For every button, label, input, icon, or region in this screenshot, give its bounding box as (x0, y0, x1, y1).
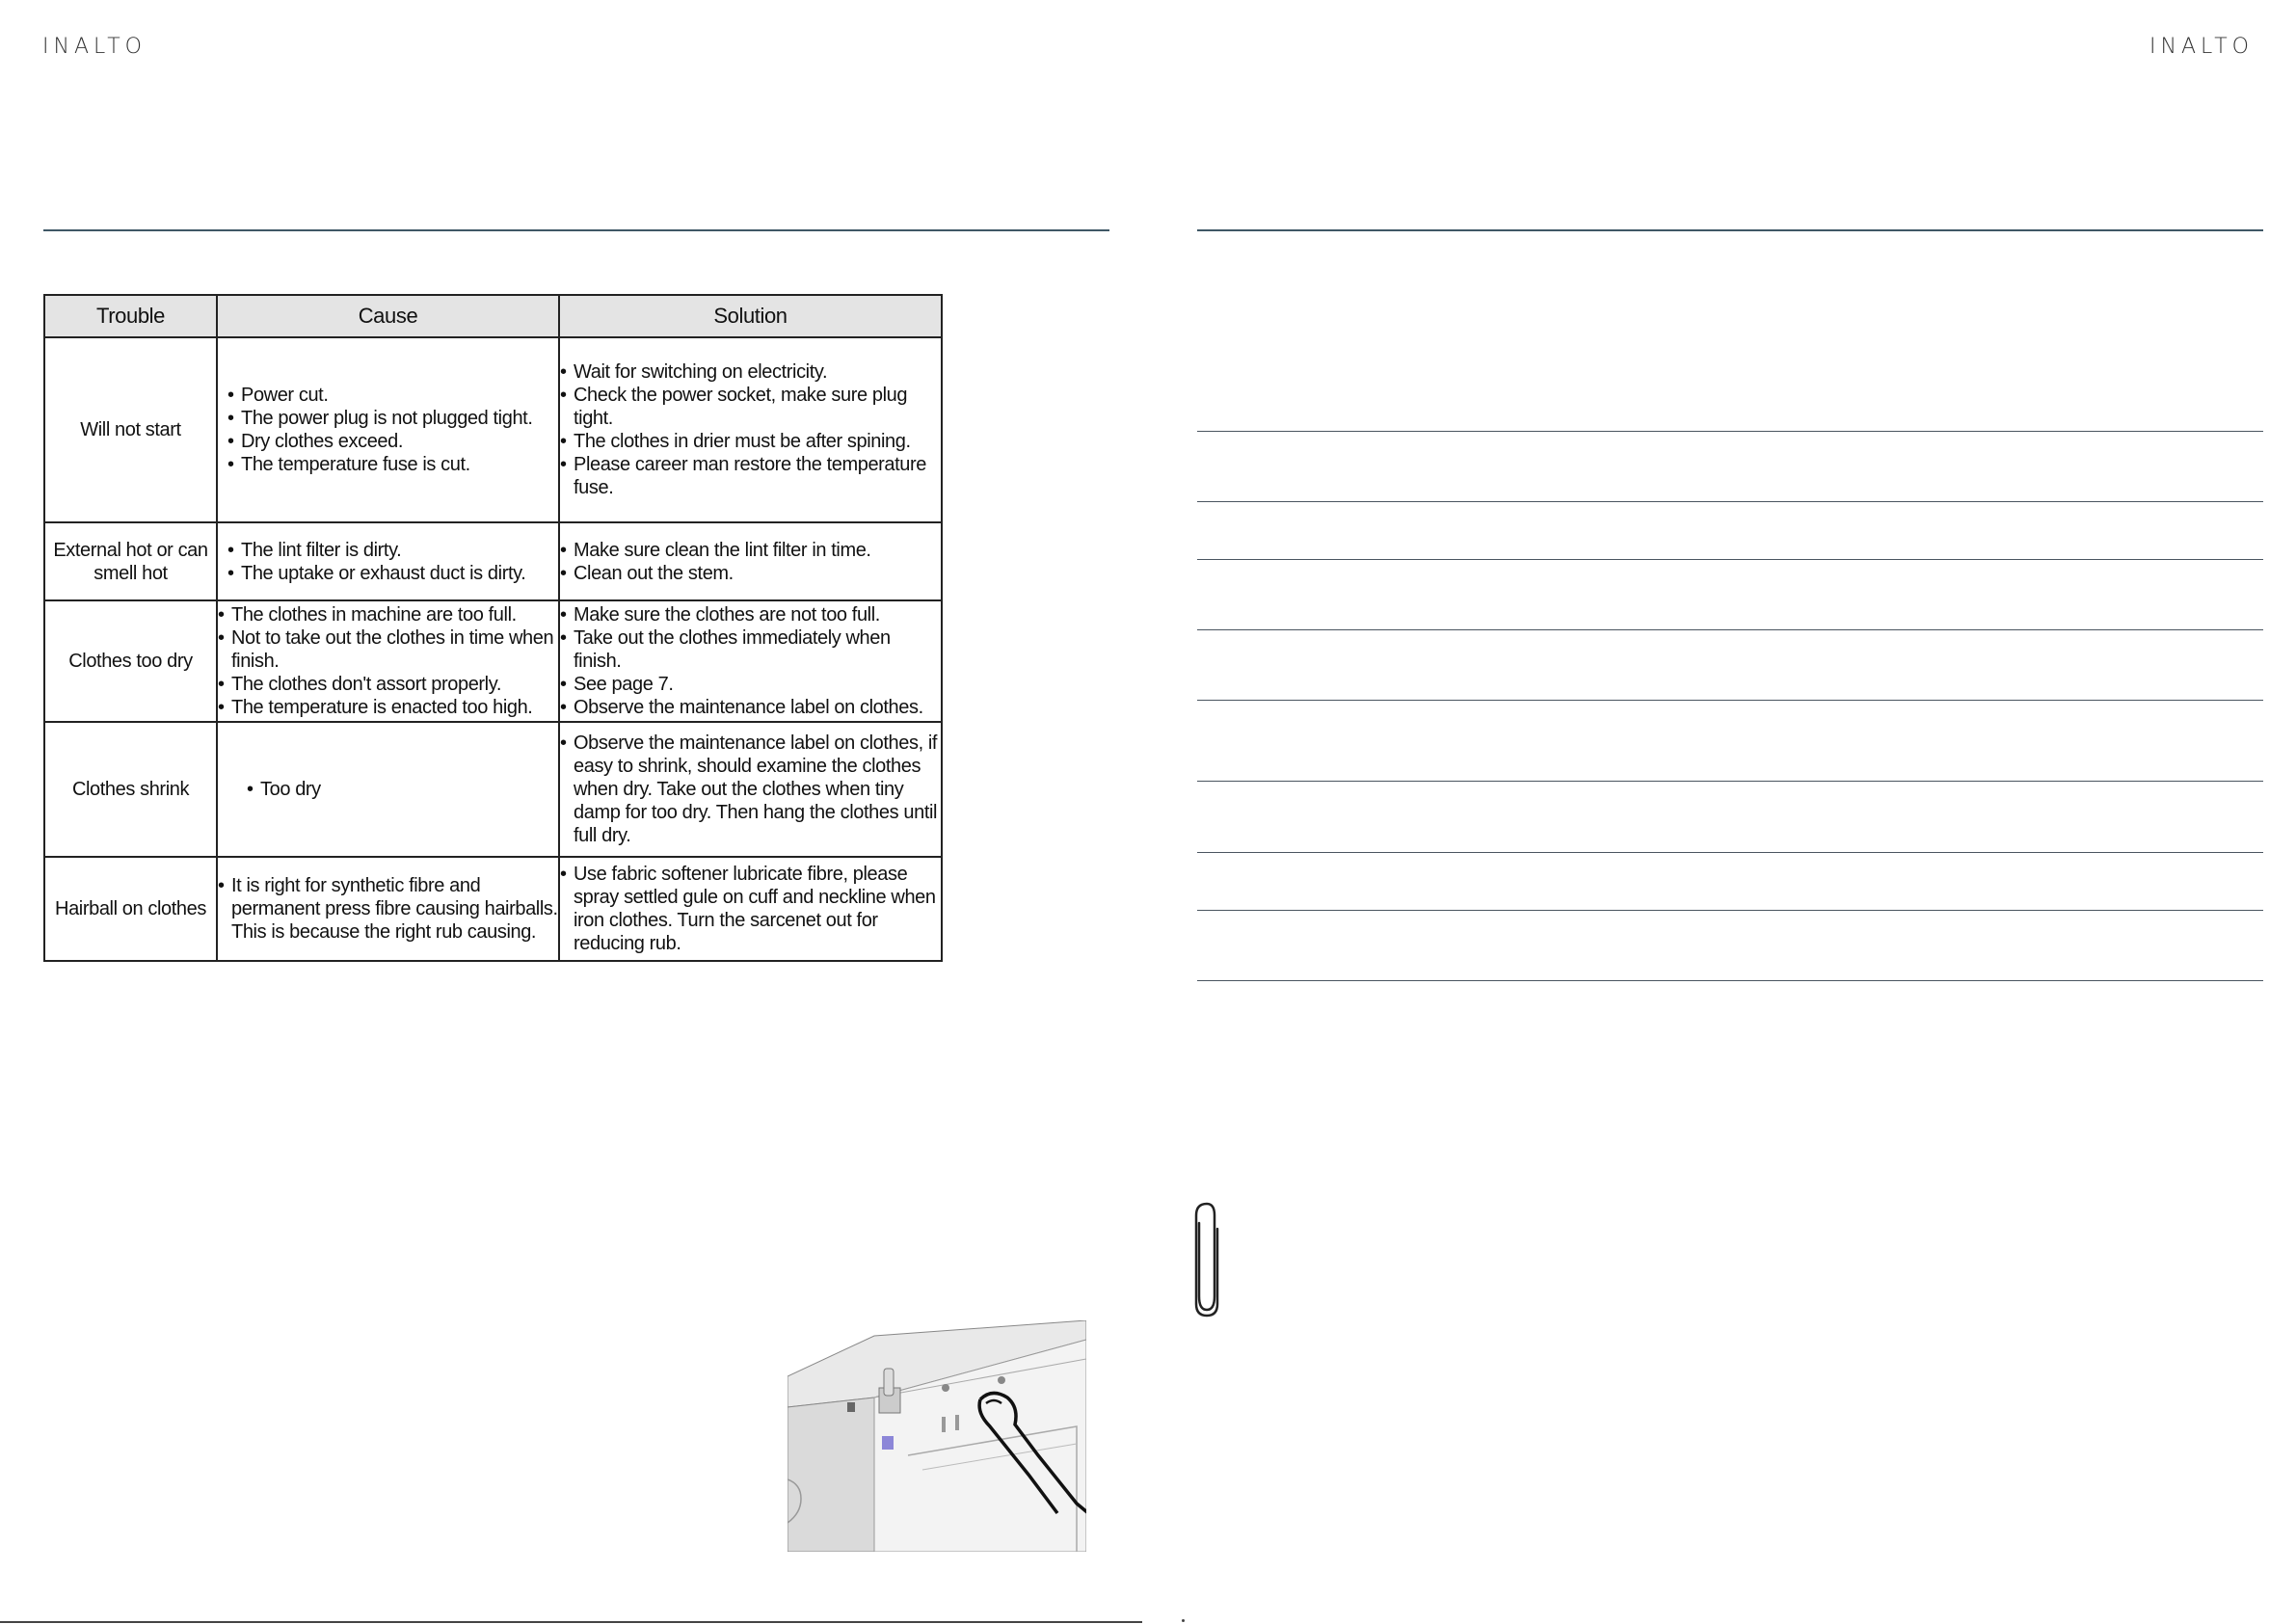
cause-item: • It is right for synthetic fibre and permanent press fibre causing hairballs. This is because the right rub causing. (218, 874, 558, 944)
cause-item: • Too dry (247, 778, 558, 801)
table-header-row (44, 295, 942, 337)
trouble-cell: Clothes shrink (44, 722, 217, 857)
table-row (44, 522, 942, 600)
solution-cell (559, 600, 942, 722)
cause-cell (217, 337, 559, 522)
note-line (1197, 431, 2263, 432)
cause-cell (217, 600, 559, 722)
solution-item: • Observe the maintenance label on clothes, if easy to shrink, should examine the clothes when dry. Take out the clothes when tiny damp for too dry. Then hang the clothes until full dry. (560, 732, 941, 847)
section-rule-left (43, 229, 1109, 231)
cause-item: • The temperature is enacted too high. (218, 696, 558, 719)
cause-cell (217, 857, 559, 961)
table-row (44, 857, 942, 961)
cause-item: • The uptake or exhaust duct is dirty. (227, 562, 558, 585)
solution-item: • Use fabric softener lubricate fibre, please spray settled gule on cuff and neckline when iron clothes. Turn the sarcenet out for reducing rub. (560, 863, 941, 955)
trouble-cell: External hot or can smell hot (44, 522, 217, 600)
header-solution: Solution (559, 295, 942, 337)
trouble-cell: Will not start (44, 337, 217, 522)
solution-cell (559, 522, 942, 600)
cause-item: • The clothes in machine are too full. (218, 603, 558, 626)
table-row (44, 722, 942, 857)
solution-item: • Make sure the clothes are not too full. (560, 603, 941, 626)
solution-item: • Take out the clothes immediately when finish. (560, 626, 941, 673)
solution-cell (559, 722, 942, 857)
footer-mark (1182, 1619, 1185, 1622)
trouble-cell: Clothes too dry (44, 600, 217, 722)
troubleshooting-table (43, 294, 943, 962)
solution-cell (559, 857, 942, 961)
trouble-cell: Hairball on clothes (44, 857, 217, 961)
footer-rule (0, 1621, 1142, 1623)
cause-item: • Power cut. (227, 384, 558, 407)
cause-cell (217, 722, 559, 857)
solution-item: • Observe the maintenance label on clothes. (560, 696, 941, 719)
cause-item: • The temperature fuse is cut. (227, 453, 558, 476)
note-line (1197, 559, 2263, 560)
dryer-panel-illustration (788, 1320, 1086, 1552)
cause-item: • Dry clothes exceed. (227, 430, 558, 453)
note-line (1197, 501, 2263, 502)
note-line (1197, 852, 2263, 853)
note-line (1197, 700, 2263, 701)
note-line (1197, 629, 2263, 630)
table-row (44, 600, 942, 722)
solution-item: • Clean out the stem. (560, 562, 941, 585)
solution-item: • Please career man restore the temperature fuse. (560, 453, 941, 499)
solution-item: • The clothes in drier must be after spining. (560, 430, 941, 453)
solution-item: • Check the power socket, make sure plug tight. (560, 384, 941, 430)
note-line (1197, 781, 2263, 782)
brand-logo-left: INALTO (42, 35, 147, 59)
paperclip-icon (1190, 1200, 1223, 1319)
cause-item: • The lint filter is dirty. (227, 539, 558, 562)
header-cause: Cause (217, 295, 559, 337)
table-row (44, 337, 942, 522)
note-line (1197, 980, 2263, 981)
section-rule-right (1197, 229, 2263, 231)
solution-item: • Wait for switching on electricity. (560, 360, 941, 384)
solution-item: • See page 7. (560, 673, 941, 696)
solution-cell (559, 337, 942, 522)
solution-item: • Make sure clean the lint filter in time. (560, 539, 941, 562)
cause-item: • The clothes don't assort properly. (218, 673, 558, 696)
cause-cell (217, 522, 559, 600)
cause-item: • The power plug is not plugged tight. (227, 407, 558, 430)
cause-item: • Not to take out the clothes in time when finish. (218, 626, 558, 673)
header-trouble: Trouble (44, 295, 217, 337)
brand-logo-right: INALTO (2149, 35, 2254, 59)
note-line (1197, 910, 2263, 911)
